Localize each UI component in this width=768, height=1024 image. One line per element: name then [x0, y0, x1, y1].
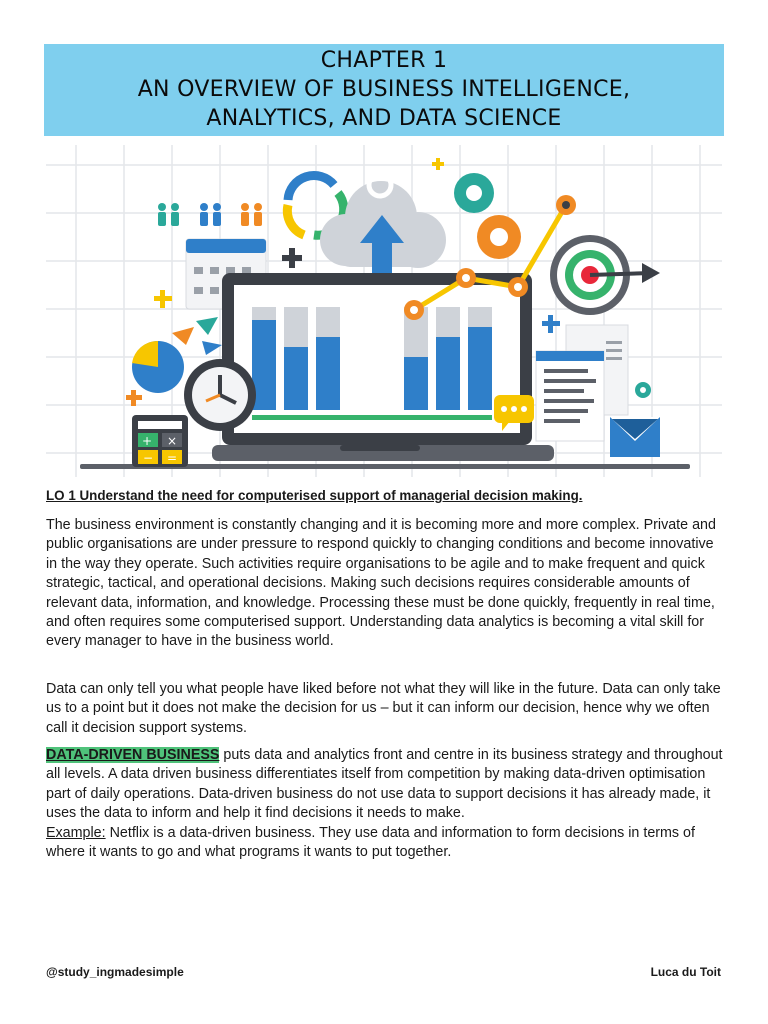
footer-handle: @study_ingmadesimple — [46, 965, 184, 979]
people-icon — [158, 203, 262, 226]
paragraph-data-driven-business — [46, 746, 726, 862]
paragraph-business-environment: The business environment is constantly changing and it is becoming more and more complex. Private and public organisations are under pressure to respond quickly to changing conditions and become innovative in the way they operate. Such activities require organisations to be agile and to make frequent and quick strategic, tactical, and operational decisions. Making such decisions requires considerable amounts of relevant data, information, and knowledge. Processing these must be done quickly, frequently in real time, and often requires some computerised support. Understanding data analytics is becoming a vital skill for every manager to have in the business world. — [46, 517, 716, 650]
footer-author: Luca du Toit — [650, 965, 721, 979]
chapter-title-banner — [44, 44, 724, 136]
chapter-title-line-1: AN OVERVIEW OF BUSINESS INTELLIGENCE, — [137, 77, 631, 102]
data-driven-business-definition: puts data and analytics front and centre in its business strategy and throughout all levels. A data driven business differentiates itself from competition by making data-driven optimisation part of daily operations. Data-driven business do not use data to support decisions it has already made, it uses the data to inform and help it find decisions it needs to make. — [46, 747, 723, 822]
business-analytics-illustration — [46, 145, 722, 477]
svg-text:×: × — [167, 434, 178, 448]
calculator-icon — [132, 415, 188, 467]
learning-outcome-heading: LO 1 Understand the need for computerised support of managerial decision making. — [46, 488, 583, 503]
svg-text:+: + — [142, 434, 153, 448]
example-label: Example: — [46, 824, 106, 841]
clock-icon — [184, 359, 256, 431]
chapter-number: CHAPTER 1 — [320, 48, 448, 73]
svg-text:=: = — [167, 451, 178, 465]
chapter-title-line-2: ANALYTICS, AND DATA SCIENCE — [206, 106, 562, 131]
svg-text:−: − — [143, 451, 154, 465]
example-text: Netflix is a data-driven business. They use data and information to form decisions in terms of where it wants to go and what programs it wants to put together. — [46, 824, 695, 861]
paragraph-data-limits: Data can only tell you what people have liked before not what they will like in the future. Data can only take us to a point but it does not make the decision for us – but it can inform our decision, hence why we often call it decision support systems. — [46, 681, 721, 736]
envelope-icon — [610, 417, 660, 457]
target-icon — [550, 235, 660, 315]
data-driven-business-term: DATA-DRIVEN BUSINESS — [46, 747, 220, 763]
